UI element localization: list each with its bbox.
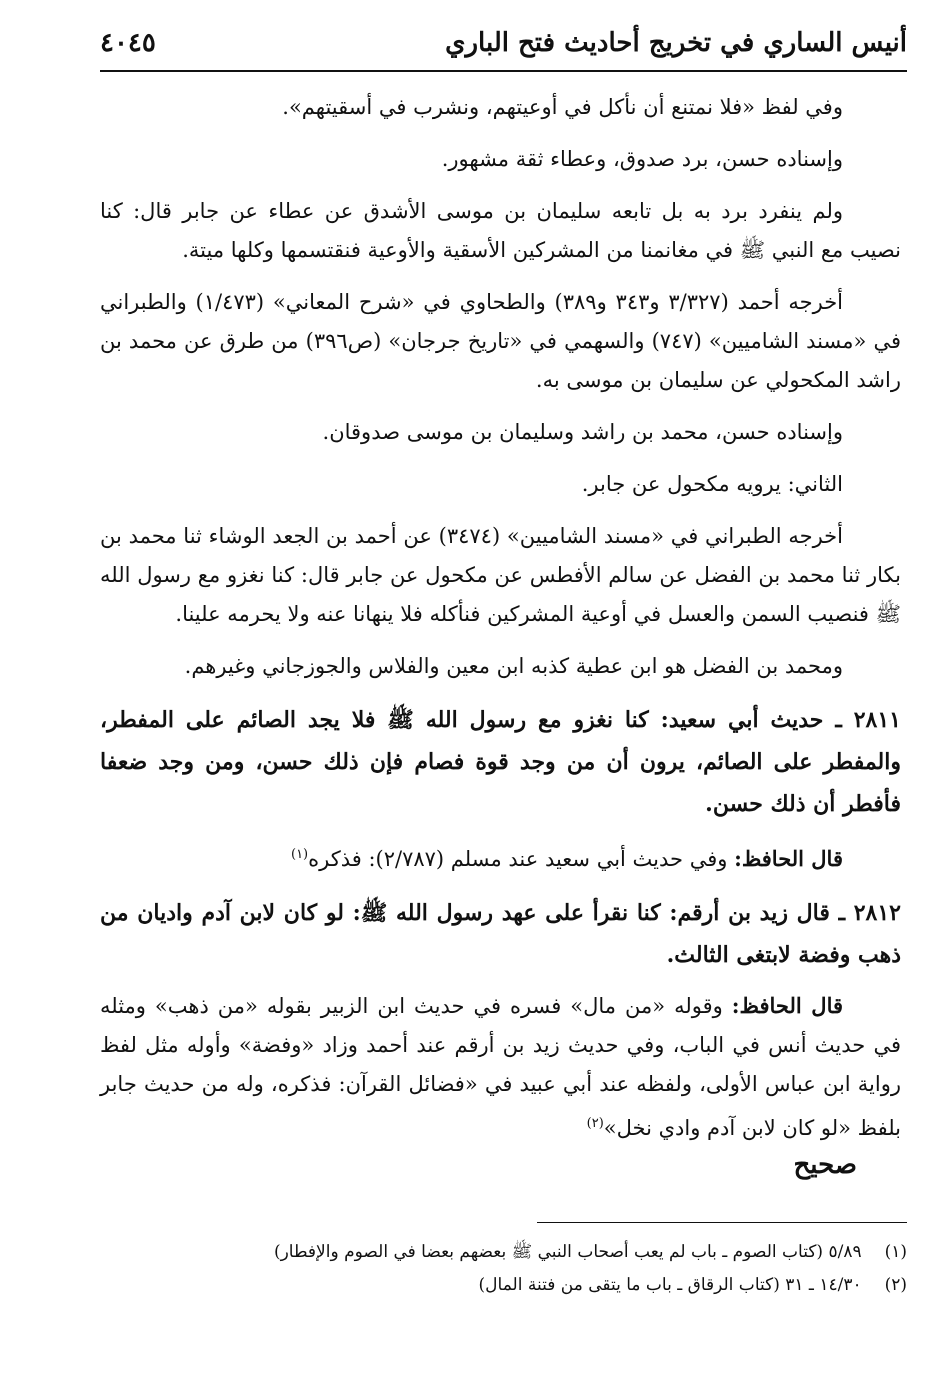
footnote-rule xyxy=(537,1222,907,1223)
footnote-number: (٢) xyxy=(884,1275,907,1295)
hadith-2812 xyxy=(100,892,901,976)
paragraph: وإسناده حسن، محمد بن راشد وسليمان بن موسى صدوقان. xyxy=(322,420,843,444)
paragraph: ولم ينفرد برد به بل تابعه سليمان بن موسى الأشدق عن عطاء عن جابر قال: كنا نصيب مع النبي ﷺ في مغانمنا من المشركين الأسقية والأوعية فنقتسمها وكلها ميتة. xyxy=(100,199,901,262)
footnote-number: (١) xyxy=(884,1242,907,1262)
footnote-text: ١٤/٣٠ ـ ٣١ (كتاب الرقاق ـ باب ما يتقى من فتنة المال) xyxy=(478,1275,862,1295)
hadith-2811 xyxy=(100,699,901,825)
hadith-text: ـ حديث أبي سعيد: كنا نغزو مع رسول الله ﷺ فلا يجد الصائم على المفطر، والمفطر على الصائم، يرون أن من وجد قوة فصام فإن ذلك حسن، ومن وجد ضعفا فأفطر أن ذلك حسن. xyxy=(100,707,901,817)
paragraph: وإسناده حسن، برد صدوق، وعطاء ثقة مشهور. xyxy=(441,147,843,171)
paragraph: الثاني: يرويه مكحول عن جابر. xyxy=(581,472,843,496)
main-text xyxy=(100,88,901,1161)
hafiz-comment xyxy=(100,986,901,1148)
footnote xyxy=(120,1269,907,1302)
footnote-ref[interactable]: (١) xyxy=(290,847,309,862)
verdict-label: صحيح xyxy=(793,1150,857,1180)
paragraph: أخرجه أحمد (٣/٣٢٧ و٣٤٣ و٣٨٩) والطحاوي في «شرح المعاني» (١/٤٧٣) والطبراني في «مسند الشاميين» (٧٤٧) والسهمي في «تاريخ جرجان» (ص٣٩٦) من طرق عن محمد بن راشد المكحولي عن سليمان بن موسى به. xyxy=(100,290,901,392)
footnote-text: ٥/٨٩ (كتاب الصوم ـ باب لم يعب أصحاب النبي ﷺ بعضهم بعضا في الصوم والإفطار) xyxy=(273,1242,862,1262)
hadith-text: ـ قال زيد بن أرقم: كنا نقرأ على عهد رسول الله ﷺ: لو كان لابن آدم واديان من ذهب وفضة لابتغى الثالث. xyxy=(100,900,901,968)
hadith-number: ٢٨١٢ xyxy=(853,900,901,926)
comment-text: وقوله «من مال» فسره في حديث ابن الزبير بقوله «من ذهب» ومثله في حديث أنس في الباب، وفي حديث زيد بن أرقم عند أحمد وزاد «وفضة» وأوله مثل لفظ رواية ابن عباس الأولى، ولفظه عند أبي عبيد في «فضائل القرآن: فذكره، وله من حديث جابر بلفظ «لو كان لابن آدم وادي نخل» xyxy=(100,994,901,1140)
footnotes xyxy=(120,1236,907,1302)
header-rule xyxy=(100,70,907,72)
footnote-ref[interactable]: (٢) xyxy=(586,1116,604,1131)
page-number: ٤٠٤٥ xyxy=(100,28,156,58)
hadith-number: ٢٨١١ xyxy=(853,707,901,733)
comment-text: وفي حديث أبي سعيد عند مسلم (٢/٧٨٧): فذكره xyxy=(308,847,728,871)
page-header xyxy=(100,20,907,72)
paragraph: أخرجه الطبراني في «مسند الشاميين» (٣٤٧٤) عن أحمد بن الجعد الوشاء ثنا محمد بن بكار ثنا محمد بن الفضل عن سالم الأفطس عن مكحول عن جابر قال: كنا نغزو مع رسول الله ﷺ فنصيب السمن والعسل في أوعية المشركين فنأكله فلا ينهانا عنه ولا يحرمه علينا. xyxy=(100,524,901,626)
comment-label: قال الحافظ: xyxy=(734,846,843,871)
comment-label: قال الحافظ: xyxy=(731,993,843,1018)
paragraph: ومحمد بن الفضل هو ابن عطية كذبه ابن معين والفلاس والجوزجاني وغيرهم. xyxy=(184,654,843,678)
hafiz-comment xyxy=(100,835,901,879)
running-title: أنيس الساري في تخريج أحاديث فتح الباري xyxy=(445,28,907,58)
footnote xyxy=(120,1236,907,1269)
paragraph: وفي لفظ «فلا نمتنع أن نأكل في أوعيتهم، ونشرب في أسقيتهم». xyxy=(282,95,843,119)
